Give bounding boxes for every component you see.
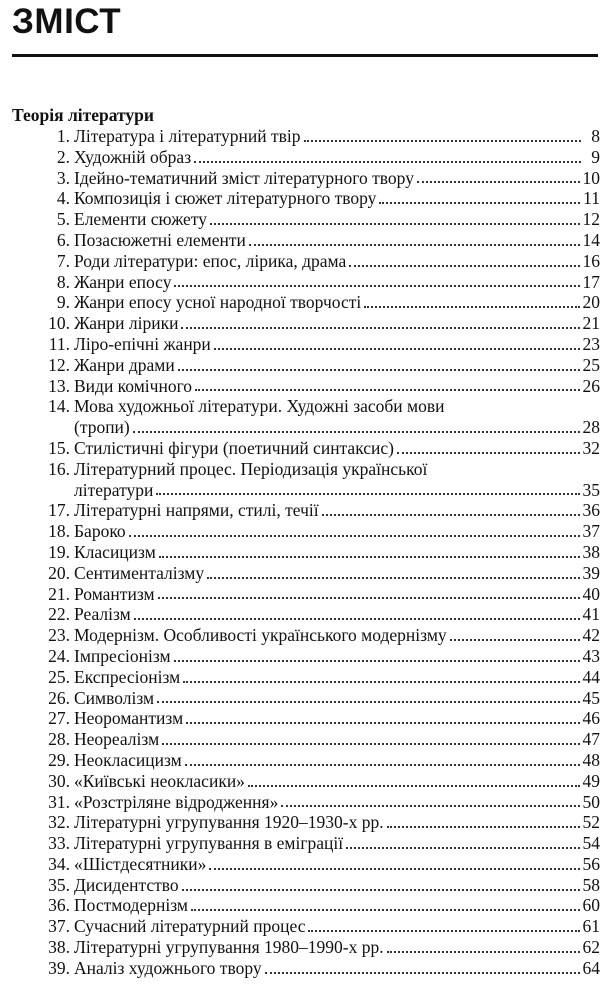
entry-number: 4. [56,188,70,209]
entry-title: Неореалізм [74,729,160,750]
page-number: 26 [582,375,600,396]
dot-leader [214,347,580,350]
entry-number: 13. [48,375,70,396]
entry-title: Ліро-епічні жанри [74,333,211,354]
entry-title: Реалізм [74,604,131,625]
entry-number: 21. [48,583,70,604]
dot-leader [397,451,580,454]
entry-number: 12. [48,354,70,375]
entry-title: (тропи) [74,417,130,438]
entry-number: 2. [56,146,70,167]
entry-title: Сучасний літературний процес [74,916,306,937]
dot-leader [157,700,579,703]
page-number: 54 [582,833,600,854]
toc-entry[interactable] [0,500,600,521]
page-number: 10 [582,167,600,188]
entry-number: 39. [48,957,70,978]
entry-number: 18. [48,521,70,542]
entry-title: Художній образ [74,146,192,167]
dot-leader [304,139,582,142]
dot-leader [174,659,580,662]
entry-title: Постмодернізм [74,895,188,916]
entry-number: 26. [48,687,70,708]
dot-leader [159,555,580,558]
dot-leader [178,368,580,371]
dot-leader [379,201,580,204]
page-number: 32 [582,437,600,458]
entry-title: Романтизм [74,583,155,604]
entry-title: «Київські неокласики» [74,770,245,791]
dot-leader [450,638,580,641]
toc-entry[interactable] [0,272,600,293]
dot-leader [322,513,580,516]
entry-title: Бароко [74,521,126,542]
toc-entry[interactable] [0,792,600,813]
entry-number: 6. [56,229,70,250]
dot-leader [207,576,579,579]
entry-title: Література і літературний твір [74,126,301,146]
toc-entry[interactable] [0,895,600,916]
section-heading: Теорія літератури [12,105,154,125]
page-number: 60 [582,895,600,916]
toc-entry[interactable] [0,875,600,896]
entry-number: 16. [48,458,70,479]
page-number: 58 [582,874,600,895]
page-number: 8 [591,126,600,146]
toc-entry[interactable] [0,376,600,397]
toc-entry[interactable] [0,750,600,771]
entry-number: 1. [56,126,70,146]
entry-number: 10. [48,313,70,334]
entry-number: 31. [48,791,70,812]
page-number: 45 [582,687,600,708]
toc-entry[interactable] [0,126,600,147]
page-number: 40 [582,583,600,604]
entry-number: 24. [48,645,70,666]
entry-title: Літературні угрупування в еміграції [74,833,344,854]
toc-entry[interactable] [0,438,600,459]
entry-title: Експресіонізм [74,666,181,687]
dot-leader [182,888,580,891]
entry-title: Літературні угрупування 1920–1930-х рр. [74,812,384,833]
entry-number: 32. [48,812,70,833]
toc-entry[interactable] [0,916,600,937]
entry-number: 11. [48,333,70,354]
toc-entry[interactable] [0,459,600,501]
entry-number: 20. [48,562,70,583]
toc-entry[interactable] [0,188,600,209]
dot-leader [181,326,579,329]
entry-title: Мова художньої літератури. Художні засоби мови [74,396,445,417]
toc-entry[interactable] [0,542,600,563]
entry-title: Роди літератури: епос, лірика, драма [74,250,347,271]
dot-leader [195,388,579,391]
title-divider [12,54,598,57]
dot-leader [191,908,580,911]
entry-number: 22. [48,604,70,625]
toc-entry[interactable] [0,729,600,750]
entry-number: 9. [56,292,70,313]
dot-leader [210,222,580,225]
entry-number: 25. [48,666,70,687]
page-number: 52 [582,812,600,833]
toc-entry[interactable] [0,563,600,584]
entry-number: 37. [48,916,70,937]
dot-leader [308,929,579,932]
dot-leader [346,846,579,849]
dot-leader [387,950,580,953]
page-number: 14 [582,229,600,250]
page-number: 25 [582,354,600,375]
page-number: 9 [591,146,600,167]
entry-title: Літературний процес. Періодизація української [74,458,428,479]
entry-title: Сентименталізму [74,562,205,583]
toc-entry[interactable] [0,625,600,646]
entry-title: Жанри лірики [74,313,179,334]
dot-leader [387,825,580,828]
dot-leader [158,596,580,599]
toc-entry[interactable] [0,646,600,667]
entry-title: Модернізм. Особливості українського модернізму [74,625,447,646]
entry-number: 5. [56,209,70,230]
page-number: 62 [582,937,600,958]
entry-title: Композиція і сюжет літературного твору [74,188,377,209]
page-number: 44 [582,666,600,687]
page-number: 49 [582,770,600,791]
dot-leader [209,867,579,870]
dot-leader [174,284,579,287]
dot-leader [349,264,579,267]
page-number: 16 [582,250,600,271]
dot-leader [265,971,580,974]
entry-number: 8. [56,271,70,292]
toc-entry[interactable] [0,771,600,792]
page-number: 50 [582,791,600,812]
page-number: 43 [582,645,600,666]
entry-title: Аналіз художнього твору [74,957,262,978]
toc-entry[interactable] [0,396,600,438]
page-number: 36 [582,500,600,521]
entry-title: Жанри драми [74,354,175,375]
dot-leader [364,305,579,308]
entry-title: «Шістдесятники» [74,853,207,874]
toc-entry[interactable] [0,147,600,168]
entry-title: Стилістичні фігури (поетичний синтаксис) [74,437,394,458]
page-number: 20 [582,292,600,313]
entry-number: 38. [48,937,70,958]
entry-number: 35. [48,874,70,895]
entry-number: 33. [48,833,70,854]
entry-title: Літературні напрями, стилі, течії [74,500,319,521]
entry-number: 14. [48,396,70,417]
toc-entry[interactable] [0,313,600,334]
entry-title: Літературні угрупування 1980–1990-х рр. [74,937,384,958]
page-number: 64 [582,957,600,978]
entry-number: 15. [48,437,70,458]
entry-title: літератури [74,479,154,500]
dot-leader [186,721,579,724]
entry-title: Жанри епосу усної народної творчості [74,292,362,313]
toc-entry[interactable] [0,584,600,605]
entry-number: 36. [48,895,70,916]
page-number: 11 [583,188,600,209]
page-number: 21 [582,313,600,334]
entry-title: Імпресіонізм [74,645,171,666]
dot-leader [249,243,580,246]
page-number: 41 [582,604,600,625]
entry-title: Дисидентство [74,874,179,895]
toc-entry[interactable] [0,251,600,272]
page-number: 48 [582,749,600,770]
entry-number: 28. [48,729,70,750]
entry-title: Класицизм [74,541,156,562]
entry-title: Види комічного [74,375,193,396]
toc-entry[interactable] [0,168,600,189]
dot-leader [134,617,580,620]
dot-leader [129,534,580,537]
toc-entry[interactable] [0,355,600,376]
toc-entry[interactable] [0,688,600,709]
page-number: 61 [582,916,600,937]
toc-entry[interactable] [0,833,600,854]
toc-entry[interactable] [0,604,600,625]
toc-entry[interactable] [0,521,600,542]
dot-leader [183,680,579,683]
toc-entry[interactable] [0,708,600,729]
page-number: 17 [582,271,600,292]
page-number: 37 [582,521,600,542]
page-number: 46 [582,708,600,729]
entry-number: 30. [48,770,70,791]
page-title: ЗМІСТ [12,2,122,41]
toc-entry[interactable] [0,812,600,833]
entry-title: Жанри епосу [74,271,172,292]
table-of-contents [0,126,600,979]
entry-number: 19. [48,541,70,562]
entry-title: Неоромантизм [74,708,184,729]
entry-number: 23. [48,625,70,646]
entry-title: Елементи сюжету [74,209,207,230]
entry-number: 3. [56,167,70,188]
page-number: 47 [582,729,600,750]
entry-number: 7. [56,250,70,271]
page-number: 56 [582,853,600,874]
dot-leader [194,160,581,163]
toc-entry[interactable] [0,937,600,958]
page-number: 35 [582,479,600,500]
dot-leader [185,763,580,766]
toc-entry[interactable] [0,958,600,979]
page-number: 23 [582,333,600,354]
toc-entry[interactable] [0,334,600,355]
page-number: 38 [582,541,600,562]
toc-entry[interactable] [0,854,600,875]
entry-number: 34. [48,853,70,874]
toc-entry[interactable] [0,292,600,313]
dot-leader [156,492,579,495]
entry-title: Позасюжетні елементи [74,229,246,250]
dot-leader [281,804,579,807]
entry-number: 29. [48,749,70,770]
page-number: 39 [582,562,600,583]
dot-leader [417,180,580,183]
entry-title: «Розстріляне відродження» [74,791,279,812]
toc-entry[interactable] [0,209,600,230]
entry-number: 27. [48,708,70,729]
dot-leader [133,430,580,433]
dot-leader [248,784,580,787]
dot-leader [162,742,579,745]
entry-number: 17. [48,500,70,521]
toc-entry[interactable] [0,667,600,688]
toc-entry[interactable] [0,230,600,251]
page-number: 28 [582,417,600,438]
page-number: 42 [582,625,600,646]
page-number: 12 [582,209,600,230]
entry-title: Ідейно-тематичний зміст літературного твору [74,167,414,188]
entry-title: Символізм [74,687,155,708]
entry-title: Неокласицизм [74,749,182,770]
